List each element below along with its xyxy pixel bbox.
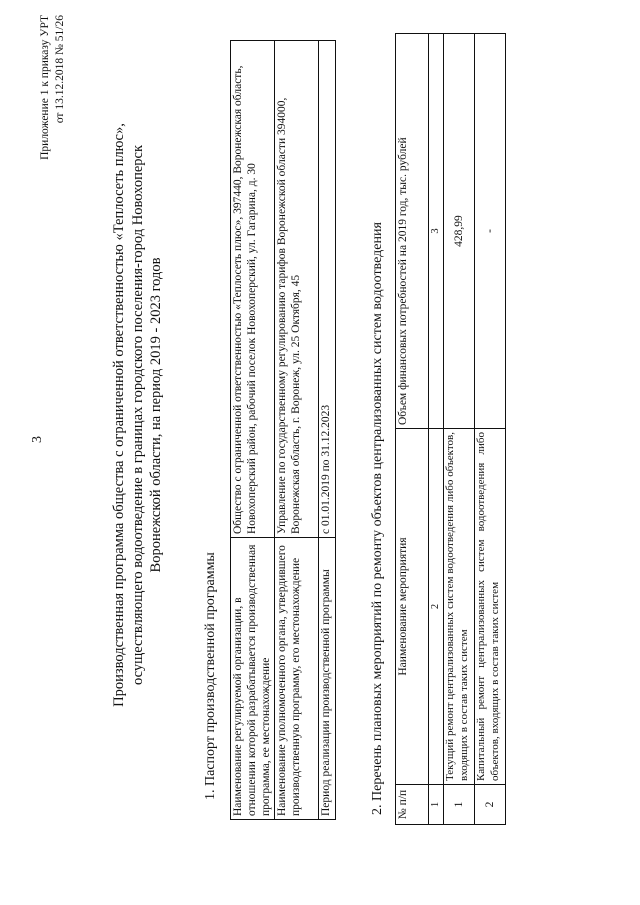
passport-label: Наименование регулируемой организации, в отношении которой разрабатывается производственная программа, ее местонахождение — [231, 538, 275, 820]
passport-table — [230, 40, 336, 820]
title-line-3: Воронежской области, на период 2019 - 2023 годов — [148, 257, 164, 573]
document-title — [110, 55, 166, 775]
section-2-heading: 2. Перечень плановых мероприятий по ремонту объектов централизованных систем водоотведения — [370, 222, 385, 815]
measure-name: Текущий ремонт централизованных систем водоотведения либо объектов, входящих в состав таких систем — [444, 429, 475, 785]
column-index: 2 — [429, 429, 444, 785]
section-1-heading: 1. Паспорт производственной программы — [203, 552, 218, 800]
title-line-2: осуществляющего водоотведение в границах городского поселения-город Новохоперск — [129, 145, 146, 686]
appendix-note — [38, 15, 68, 215]
measure-volume: 428,99 — [444, 34, 475, 429]
passport-label: Период реализации производственной программы — [319, 538, 336, 820]
appendix-line-2: от 13.12.2018 № 51/26 — [54, 15, 66, 124]
page-number: 3 — [30, 436, 45, 443]
table-row — [319, 41, 336, 820]
row-number: 1 — [444, 785, 475, 825]
column-index-row — [429, 34, 444, 825]
column-header-number: № п/п — [396, 785, 429, 825]
table-header-row — [396, 34, 429, 825]
passport-value: Управление по государственному регулированию тарифов Воронежской области 394000, Воронежская область, г. Воронеж, ул. 25 Октября, 45 — [275, 41, 319, 538]
table-row — [231, 41, 275, 820]
table-row — [475, 34, 506, 825]
title-line-1: Производственная программа общества с ограниченной ответственностью «Теплосеть плюс», — [111, 123, 127, 707]
column-header-name: Наименование мероприятия — [396, 429, 429, 785]
column-index: 3 — [429, 34, 444, 429]
measures-table — [395, 33, 506, 825]
table-row — [444, 34, 475, 825]
passport-label: Наименование уполномоченного органа, утвердившего производственную программу, его местонахождение — [275, 538, 319, 820]
measure-name: Капитальный ремонт централизованных систем водоотведения либо объектов, входящих в состав таких систем — [475, 429, 506, 785]
appendix-line-1: Приложение 1 к приказу УРТ — [39, 15, 51, 160]
measure-volume: - — [475, 34, 506, 429]
passport-value: с 01.01.2019 по 31.12.2023 — [319, 41, 336, 538]
column-index: 1 — [429, 785, 444, 825]
column-header-volume: Объем финансовых потребностей на 2019 год, тыс. рублей — [396, 34, 429, 429]
row-number: 2 — [475, 785, 506, 825]
table-row — [275, 41, 319, 820]
passport-value: Общество с ограниченной ответственностью «Теплосеть плюс», 397440, Воронежская область, Новохоперский район, рабочий поселок Новохоперский, ул. Гагарина, д. 30 — [231, 41, 275, 538]
